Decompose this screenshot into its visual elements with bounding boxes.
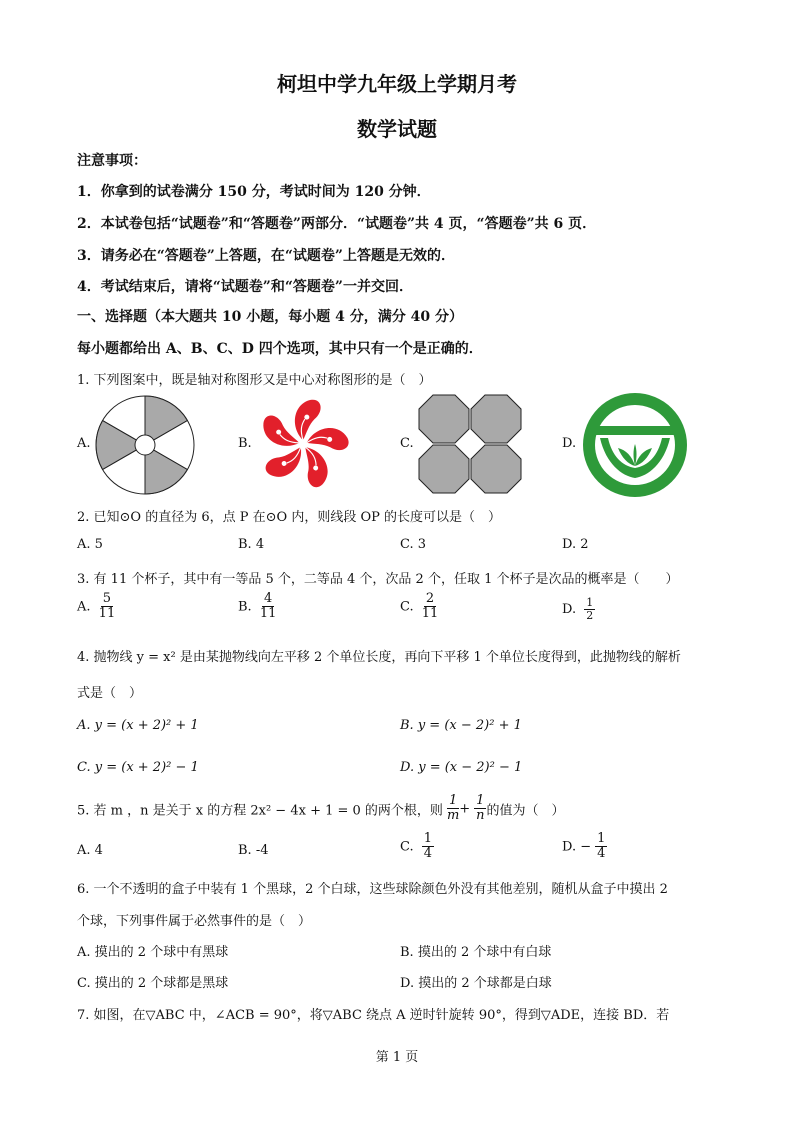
figure-b-bauhinia-flower xyxy=(255,398,351,490)
question-5-stem: 5. 若 m ，n 是关于 x 的方程 2x² − 4x + 1 = 0 的两个根，则 $\frac{1}{m}$ + $\frac{1}{n}$ 的值为（ ） xyxy=(77,793,565,824)
q1-label-d: D. xyxy=(562,436,577,451)
q4-option-b: B. y = (x − 2)² + 1 xyxy=(400,718,522,733)
q4-option-d: D. y = (x − 2)² − 1 xyxy=(400,760,523,775)
page-title: 柯坦中学九年级上学期月考 xyxy=(277,72,517,96)
q3-option-c: C. $\frac{2}{11}$ xyxy=(400,591,439,622)
notice-item-2: 2．本试卷包括“试题卷”和“答题卷”两部分．“试题卷”共 4 页，“答题卷”共 6 页． xyxy=(77,216,597,232)
q2-option-c: C. 3 xyxy=(400,537,427,552)
q6-option-c: C. 摸出的 2 个球都是黑球 xyxy=(77,976,229,991)
question-2-stem: 2. 已知⊙O 的直径为 6，点 P 在⊙O 内，则线段 OP 的长度可以是（ ） xyxy=(77,510,501,525)
question-1-stem: 1. 下列图案中，既是轴对称图形又是中心对称图形的是（ ） xyxy=(77,373,432,388)
q1-label-b: B. xyxy=(238,436,252,451)
question-4-stem-line2: 式是（ ） xyxy=(77,686,143,701)
page-number: 第 1 页 xyxy=(375,1050,419,1065)
q5-option-b: B. -4 xyxy=(238,843,269,858)
notice-item-1: 1．你拿到的试卷满分 150 分，考试时间为 120 分钟． xyxy=(77,184,431,200)
q5-option-a: A. 4 xyxy=(77,843,103,858)
q2-option-d: D. 2 xyxy=(562,537,589,552)
q1-label-c: C. xyxy=(400,436,414,451)
q6-option-d: D. 摸出的 2 个球都是白球 xyxy=(400,976,552,991)
q2-option-b: B. 4 xyxy=(238,537,265,552)
question-4-stem-line1: 4. 抛物线 y = x² 是由某抛物线向左平移 2 个单位长度，再向下平移 1 个单位长度得到，此抛物线的解析 xyxy=(77,650,681,665)
figure-d-green-logo xyxy=(582,392,688,498)
q6-option-b: B. 摸出的 2 个球中有白球 xyxy=(400,945,552,960)
q4-option-c: C. y = (x + 2)² − 1 xyxy=(77,760,199,775)
notice-item-4: 4．考试结束后，请将“试题卷”和“答题卷”一并交回． xyxy=(77,279,413,295)
section-instruction: 每小题都给出 A、B、C、D 四个选项，其中只有一个是正确的． xyxy=(77,341,483,357)
notice-heading: 注意事项： xyxy=(77,153,147,169)
question-3-stem: 3. 有 11 个杯子，其中有一等品 5 个，二等品 4 个，次品 2 个，任取 1 个杯子是次品的概率是（ ） xyxy=(77,572,679,587)
q3-option-a: A. $\frac{5}{11}$ xyxy=(77,591,116,622)
q5-option-c: C. $\frac{1}{4}$ xyxy=(400,831,433,862)
section-heading: 一、选择题（本大题共 10 小题，每小题 4 分，满分 40 分） xyxy=(77,309,463,325)
question-7-stem: 7. 如图，在▽ABC 中，∠ACB = 90°，将▽ABC 绕点 A 逆时针旋转 90°，得到▽ADE，连接 BD．若 xyxy=(77,1008,670,1023)
q1-label-a: A. xyxy=(77,436,91,451)
q4-option-a: A. y = (x + 2)² + 1 xyxy=(77,718,199,733)
notice-item-3: 3．请务必在“答题卷”上答题，在“试题卷”上答题是无效的． xyxy=(77,248,455,264)
figure-a-sectored-circle xyxy=(94,394,196,496)
figure-c-four-octagons xyxy=(418,394,522,494)
question-6-stem-line2: 个球，下列事件属于必然事件的是（ ） xyxy=(77,914,312,929)
question-6-stem-line1: 6. 一个不透明的盒子中装有 1 个黑球，2 个白球，这些球除颜色外没有其他差别，随机从盒子中摸出 2 xyxy=(77,882,668,897)
q5-option-d: D. − $\frac{1}{4}$ xyxy=(562,831,606,862)
q3-option-b: B. $\frac{4}{11}$ xyxy=(238,591,277,622)
q6-option-a: A. 摸出的 2 个球中有黑球 xyxy=(77,945,229,960)
q2-option-a: A. 5 xyxy=(77,537,103,552)
page-subtitle: 数学试题 xyxy=(357,117,437,141)
q3-option-d: D. $\frac{1}{2}$ xyxy=(562,596,594,623)
